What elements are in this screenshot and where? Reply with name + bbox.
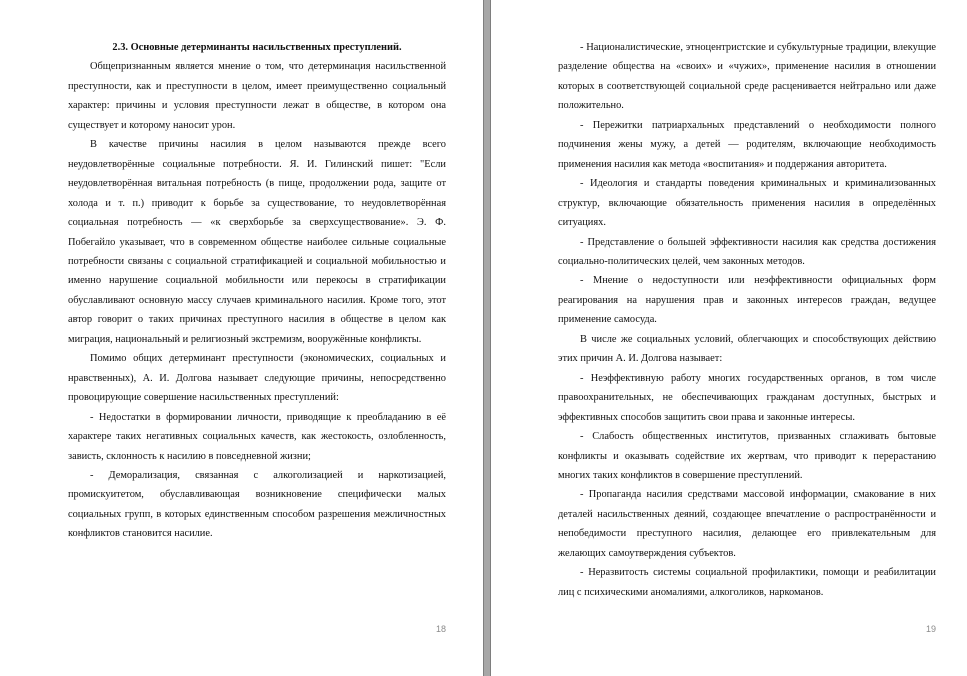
list-item: - Националистические, этноцентристские и субкультурные традиции, влекущие разделение общества на «своих» и «чужих», применение насилия в отношении которых в соответствующей социальной среде расценивается нейтрально или даже положительно.	[558, 42, 936, 112]
paragraph: Помимо общих детерминант преступности (экономических, социальных и нравственных), А. И. Долгова называет следующие причины, непосредственно провоцирующие совершение насильственных преступлений:	[68, 353, 446, 404]
paragraph: В качестве причины насилия в целом называются прежде всего неудовлетворённые социальные потребности. Я. И. Гилинский пишет: "Если неудовлетворённая витальная потребность (в пище, продолжении рода, защите от холода и т. п.) приводит к борьбе за существование, то неудовлетворённая социальная потребность — «к сверхборьбе за сверхсуществование». Э. Ф. Побегайло указывает, что в современном обществе наиболее сильные социальные потребности связаны с социальной стратификацией и социальной мобильностью и именно нарушение социальной мобильности или перекосы в стратификации обуславливают основную массу случаев криминального насилия. Кроме того, этот автор говорит о таких причинах преступного насилия в обществе в целом как миграция, национальный и религиозный экстремизм, вооружённые конфликты.	[68, 139, 446, 345]
page-number: 19	[926, 624, 937, 634]
page-gap-divider	[483, 0, 491, 676]
list-item: - Пропаганда насилия средствами массовой информации, смакование в них деталей насильственных деяний, создающее впечатление о распространённости и непобедимости преступного насилия, делающее его привлекательным для желающих самоутверждения субъектов.	[558, 489, 936, 559]
document-page-19	[491, 0, 967, 676]
list-item: - Неэффективную работу многих государственных органов, в том числе правоохранительных, не обеспечивающих гражданам доступных, быстрых и эффективных способов защитить свои права и законные интересы.	[558, 372, 936, 423]
list-item: - Недостатки в формировании личности, приводящие к преобладанию в её характере таких негативных социальных качеств, как жестокость, озлобленность, зависть, склонность к насилию в повседневной жизни;	[68, 411, 446, 462]
list-item: - Неразвитость системы социальной профилактики, помощи и реабилитации лиц с психическими аномалиями, алкоголиков, наркоманов.	[558, 567, 936, 598]
page-number: 18	[436, 624, 447, 634]
list-item: - Слабость общественных институтов, призванных сглаживать бытовые конфликты и оказывать содействие их жертвам, что приводит к перерастанию многих таких конфликтов в совершение преступлений.	[558, 431, 936, 481]
list-item: - Мнение о недоступности или неэффективности официальных форм реагирования на нарушения прав и законных интересов граждан, ведущее применение самосуда.	[558, 275, 936, 326]
page-text-body	[558, 38, 936, 602]
list-item: - Деморализация, связанная с алкоголизацией и наркотизацией, промискуитетом, обуславливающая возникновение специфически малых социальных групп, в которых единственным способом разрешения межличностных конфликтов становится насилие.	[68, 469, 446, 540]
paragraph: Общепризнанным является мнение о том, что детерминация насильственной преступности, как и преступности в целом, имеет преимущественно социальный характер: причины и условия преступности лежат в обществе, в котором она существует и которому наносит урон.	[68, 61, 446, 131]
document-page-18	[0, 0, 483, 676]
section-title: 2.3. Основные детерминанты насильственных преступлений.	[112, 42, 402, 53]
page-text-body	[68, 38, 446, 544]
list-item: - Пережитки патриархальных представлений о необходимости полного подчинения жены мужу, а детей — родителям, включающие необходимость применения насилия как метода «воспитания» и поддержания авторитета.	[558, 119, 936, 170]
paragraph: В числе же социальных условий, облегчающих и способствующих действию этих причин А. И. Долгова называет:	[558, 333, 936, 365]
list-item: - Представление о большей эффективности насилия как средства достижения социально-политических целей, чем законных методов.	[558, 236, 936, 267]
list-item: - Идеология и стандарты поведения криминальных и криминализованных структур, включающие обязательность применения насилия в определённых ситуациях.	[558, 178, 936, 229]
